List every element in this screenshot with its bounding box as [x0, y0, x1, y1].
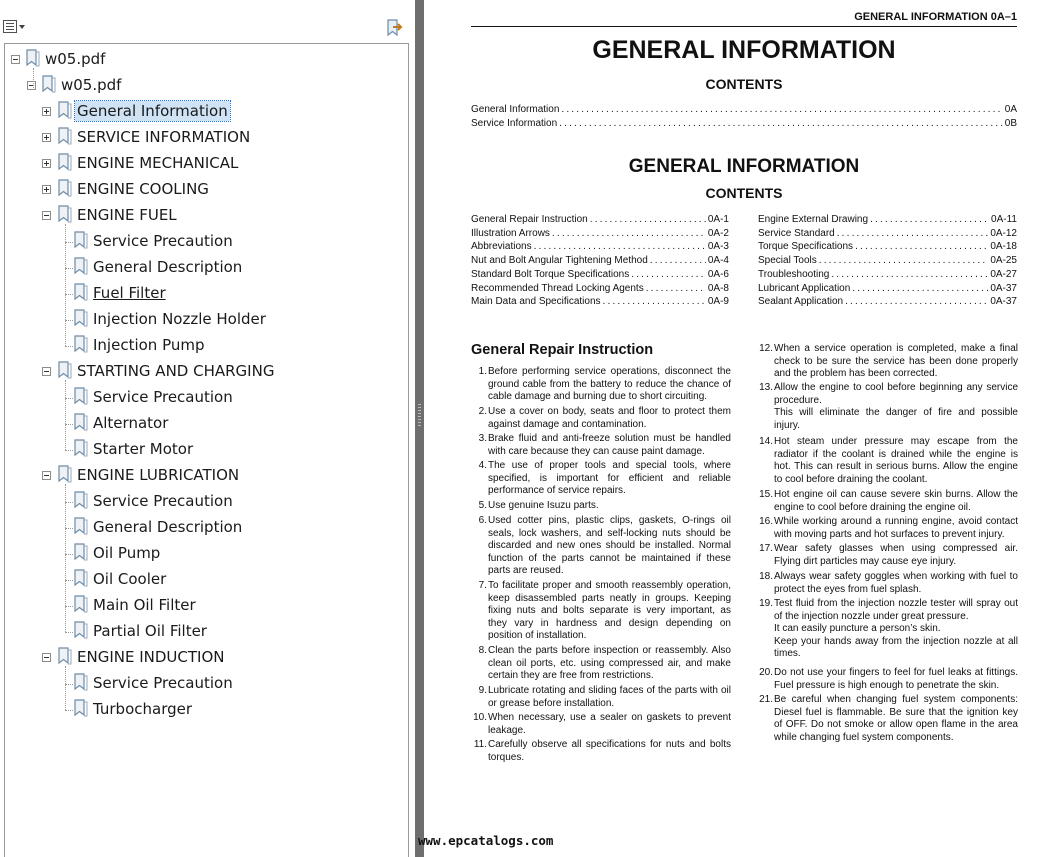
instruction-number: 17. — [759, 543, 773, 554]
toc-leader-dots — [870, 213, 989, 227]
toc-title: Troubleshooting — [758, 268, 830, 280]
tree-connector — [65, 632, 73, 633]
instruction-text: Wear safety glasses when using compressed air. Flying dirt particles may cause eye injury. — [774, 543, 1018, 567]
contents-heading: CONTENTS — [705, 76, 783, 92]
instruction-text: Be careful when changing fuel system components: Diesel fuel is flammable. Be sure that the ignition key of OFF. Do not smoke or allow open flame in the area while changing fuel system components. — [774, 694, 1018, 743]
bookmark-label[interactable]: Service Precaution — [93, 232, 233, 250]
instruction-number: 5. — [478, 500, 487, 511]
toc-entry[interactable] — [471, 103, 1017, 117]
tree-connector — [65, 528, 73, 529]
bookmark-icon — [58, 153, 72, 171]
tree-connector — [65, 346, 73, 347]
instruction-text: Always wear safety goggles when working with fuel to protect the eyes from fuel splash. — [774, 571, 1018, 595]
instruction-text: Brake fluid and anti-freeze solution must be handled with care because they can cause paint damage. — [488, 433, 731, 457]
toc-page-ref: 0A-9 — [707, 296, 729, 308]
toc-entry[interactable] — [471, 295, 729, 309]
toc-entry[interactable] — [471, 240, 729, 254]
running-header-text: GENERAL INFORMATION 0A–1 — [854, 11, 1017, 23]
watermark: www.epcatalogs.com — [418, 833, 554, 848]
instruction-number: 8. — [478, 645, 487, 656]
toc-entry[interactable] — [471, 213, 729, 227]
instruction-item — [759, 543, 1018, 570]
bookmark-icon — [58, 179, 72, 197]
bookmark-icon — [74, 439, 88, 457]
dropdown-arrow-icon — [19, 25, 25, 29]
bookmark-label[interactable]: Main Oil Filter — [93, 596, 196, 614]
instruction-item — [478, 580, 731, 645]
bookmark-options-button[interactable] — [3, 19, 27, 35]
toc-leader-dots — [855, 240, 988, 254]
toc-title: Torque Specifications — [758, 241, 854, 253]
toc-leader-dots — [837, 227, 989, 241]
instruction-number: 14. — [759, 436, 773, 447]
bookmark-label[interactable]: SERVICE INFORMATION — [77, 128, 251, 146]
toc-leader-dots — [559, 117, 1003, 131]
collapse-toggle-icon[interactable] — [42, 211, 51, 220]
toc-entry[interactable] — [758, 227, 1017, 241]
instruction-text: Use genuine Isuzu parts. — [488, 500, 599, 511]
bookmark-label[interactable]: Oil Cooler — [93, 570, 167, 588]
toc-title: General Repair Instruction — [471, 214, 588, 225]
toc-leader-dots — [852, 282, 988, 296]
toc-title: Service Information — [471, 118, 558, 129]
toc-entry[interactable] — [758, 295, 1017, 309]
toc-leader-dots — [552, 227, 706, 241]
bookmark-icon — [74, 257, 88, 275]
running-header — [471, 10, 1017, 27]
toc-entry[interactable] — [758, 254, 1017, 268]
instruction-number: 11. — [473, 739, 487, 750]
toc-entry[interactable] — [471, 254, 729, 268]
instruction-item — [473, 739, 731, 766]
bookmark-icon — [74, 387, 88, 405]
instruction-item — [759, 694, 1018, 746]
bookmark-row[interactable] — [5, 48, 405, 72]
instruction-number: 6. — [478, 515, 487, 526]
main-title: GENERAL INFORMATION — [592, 36, 896, 64]
expand-toggle-icon[interactable] — [42, 133, 51, 142]
bookmark-icon — [74, 595, 88, 613]
tree-connector — [65, 320, 73, 321]
instruction-number: 19. — [759, 598, 773, 609]
bookmark-icon — [58, 205, 72, 223]
bookmark-icon — [58, 647, 72, 665]
expand-current-bookmark-icon — [384, 18, 404, 38]
toc-page-ref: 0A-2 — [707, 227, 729, 239]
instruction-number: 12. — [759, 343, 773, 354]
section-contents-heading: CONTENTS — [705, 185, 783, 201]
bookmark-icon — [74, 673, 88, 691]
tree-guide-line — [65, 224, 66, 346]
toc-title: Lubricant Application — [758, 282, 851, 294]
toc-entry[interactable] — [471, 268, 729, 282]
toc-title: Special Tools — [758, 255, 817, 267]
toc-page-ref: 0A-1 — [707, 214, 729, 225]
tree-connector — [65, 710, 73, 711]
tree-connector — [65, 424, 73, 425]
tree-connector — [65, 684, 73, 685]
tree-guide-line — [65, 484, 66, 632]
bookmark-icon — [26, 49, 40, 67]
instruction-number: 18. — [759, 571, 773, 582]
instruction-item — [478, 515, 731, 580]
instruction-item — [473, 712, 731, 739]
tree-guide-line — [65, 380, 66, 450]
bookmark-label[interactable]: Starter Motor — [93, 440, 194, 458]
toc-title: Service Standard — [758, 227, 835, 239]
instruction-number: 2. — [478, 406, 487, 417]
instruction-item — [759, 667, 1018, 694]
toc-leader-dots — [561, 103, 1002, 117]
instruction-text: Hot steam under pressure may escape from the radiator if the coolant is drained while the engine is hot. This can result in serious burns. Allow the engine to cool before draining the coolant. — [774, 436, 1018, 485]
toc-leader-dots — [631, 268, 706, 282]
bookmarks-toolbar — [0, 0, 415, 40]
bookmarks-panel — [0, 0, 415, 857]
instruction-text: Allow the engine to cool before beginning any service procedure. — [774, 382, 1018, 406]
bookmark-label[interactable]: General Description — [93, 518, 243, 536]
bookmark-label[interactable]: ENGINE INDUCTION — [77, 648, 225, 666]
tree-connector — [65, 502, 73, 503]
bookmark-icon — [42, 75, 56, 93]
bookmark-label[interactable]: Service Precaution — [93, 674, 233, 692]
instruction-item — [478, 645, 731, 685]
toc-leader-dots — [831, 268, 988, 282]
expand-current-bookmark-button[interactable] — [384, 18, 404, 38]
bookmark-row[interactable] — [5, 126, 405, 150]
bookmark-icon — [74, 621, 88, 639]
toc-leader-dots — [534, 240, 706, 254]
expand-toggle-icon[interactable] — [42, 159, 51, 168]
bookmark-icon — [74, 335, 88, 353]
instruction-item — [478, 366, 731, 406]
toc-page-ref: 0A-37 — [990, 282, 1017, 294]
toc-title: Abbreviations — [471, 241, 532, 253]
instruction-item — [478, 685, 731, 712]
bookmark-label[interactable]: Service Precaution — [93, 388, 233, 406]
instruction-item — [759, 571, 1018, 598]
bookmark-label[interactable]: Service Precaution — [93, 492, 233, 510]
instruction-item — [478, 500, 731, 515]
bookmark-label[interactable]: w05.pdf — [61, 76, 122, 94]
toc-entry[interactable] — [758, 240, 1017, 254]
instruction-item — [759, 343, 1018, 382]
toc-page-ref: 0A-12 — [990, 227, 1017, 239]
tree-connector — [65, 294, 73, 295]
bookmark-label[interactable]: ENGINE FUEL — [77, 206, 177, 224]
bookmark-label[interactable]: General Information — [77, 102, 228, 120]
toc-title: Sealant Application — [758, 296, 844, 308]
toc-leader-dots — [603, 295, 706, 309]
bookmark-label[interactable]: STARTING AND CHARGING — [77, 362, 275, 380]
toc-leader-dots — [590, 213, 706, 227]
bookmark-icon — [74, 231, 88, 249]
instruction-text: Do not use your fingers to feel for fuel leaks at fittings. Fuel pressure is high enough to penetrate the skin. — [774, 667, 1018, 691]
instruction-text: Clean the parts before inspection or reassembly. Also clean oil ports, etc. using compressed air, and make certain they are free from restrictions. — [488, 645, 731, 681]
bookmark-label[interactable]: ENGINE LUBRICATION — [77, 466, 240, 484]
instruction-number: 9. — [478, 685, 487, 696]
instruction-item — [759, 598, 1018, 667]
tree-connector — [65, 554, 73, 555]
bookmark-label[interactable]: Fuel Filter — [93, 284, 166, 302]
bookmark-label[interactable]: Oil Pump — [93, 544, 161, 562]
instruction-text: Lubricate rotating and sliding faces of the parts with oil or grease before installation. — [488, 685, 731, 709]
instruction-item — [759, 436, 1018, 489]
bookmark-icon — [74, 413, 88, 431]
bookmark-label[interactable]: General Description — [93, 258, 243, 276]
bookmark-label[interactable]: Alternator — [93, 414, 169, 432]
bookmark-label[interactable]: w05.pdf — [45, 50, 106, 68]
collapse-toggle-icon[interactable] — [42, 367, 51, 376]
toc-title: Recommended Thread Locking Agents — [471, 282, 644, 294]
instruction-text: Test fluid from the injection nozzle tester will spray out of the injection nozzle under great pressure. — [774, 598, 1018, 622]
tree-connector — [65, 606, 73, 607]
instruction-item — [478, 433, 731, 460]
toc-entry[interactable] — [471, 227, 729, 241]
instruction-text: Carefully observe all specifications for nuts and bolts torques. — [488, 739, 731, 763]
toc-title: Nut and Bolt Angular Tightening Method — [471, 255, 648, 267]
toc-entry[interactable] — [471, 282, 729, 296]
bookmark-label[interactable]: Turbocharger — [93, 700, 193, 718]
section-title: GENERAL INFORMATION — [628, 156, 860, 177]
toc-leader-dots — [650, 254, 706, 268]
toc-entry[interactable] — [758, 268, 1017, 282]
instruction-item — [759, 489, 1018, 516]
toc-leader-dots — [819, 254, 989, 268]
toc-title: Engine External Drawing — [758, 214, 869, 225]
bookmark-icon — [58, 361, 72, 379]
bookmark-icon — [74, 309, 88, 327]
bookmark-row[interactable] — [5, 152, 405, 176]
tree-connector — [65, 398, 73, 399]
bookmark-icon — [74, 491, 88, 509]
toc-page-ref: 0B — [1004, 118, 1017, 129]
toc-page-ref: 0A-8 — [707, 282, 729, 294]
instruction-number: 3. — [478, 433, 487, 444]
toc-title: Illustration Arrows — [471, 227, 550, 239]
bookmark-label[interactable]: Partial Oil Filter — [93, 622, 207, 640]
bookmark-label[interactable]: ENGINE COOLING — [77, 180, 209, 198]
toc-page-ref: 0A-18 — [990, 241, 1017, 253]
tree-connector — [65, 450, 73, 451]
toc-title: Main Data and Specifications — [471, 296, 601, 308]
toc-entry[interactable] — [758, 213, 1017, 227]
instruction-number: 21. — [759, 694, 773, 705]
bookmark-row[interactable] — [5, 74, 405, 98]
instruction-text: Used cotter pins, plastic clips, gaskets, O-rings oil seals, lock washers, and self-locking nuts should be discarded and new ones should be installed. Normal function of the parts cannot be maintained if these parts are reused. — [488, 515, 731, 576]
tree-guide-line — [65, 666, 66, 710]
bookmark-icon — [58, 101, 72, 119]
instruction-text: This will eliminate the danger of fire and possible injury. — [774, 407, 1018, 431]
instruction-text: While working around a running engine, avoid contact with moving parts and hot surfaces to prevent injury. — [774, 516, 1018, 540]
instruction-number: 4. — [478, 460, 487, 471]
instruction-number: 13. — [759, 382, 773, 393]
toc-page-ref: 0A-11 — [991, 214, 1017, 225]
toc-leader-dots — [845, 295, 988, 309]
toc-page-ref: 0A-25 — [990, 255, 1017, 267]
instruction-text: When necessary, use a sealer on gaskets to prevent leakage. — [488, 712, 731, 736]
toc-entry[interactable] — [758, 282, 1017, 296]
instructions-heading: General Repair Instruction — [471, 342, 654, 358]
bookmark-icon — [74, 699, 88, 717]
document-page — [424, 0, 1055, 857]
tree-connector — [65, 580, 73, 581]
instruction-text: Hot engine oil can cause severe skin burns. Allow the engine to cool before draining the engine oil. — [774, 489, 1018, 513]
instruction-item — [478, 406, 731, 433]
bookmark-icon — [58, 127, 72, 145]
toc-page-ref: 0A-6 — [707, 268, 729, 280]
instruction-number: 7. — [478, 580, 487, 591]
list-options-icon — [3, 20, 17, 33]
splitter-grip[interactable] — [418, 404, 421, 426]
tree-connector — [65, 242, 73, 243]
instruction-text: Keep your hands away from the injection nozzle at all times. — [774, 635, 1018, 659]
collapse-toggle-icon[interactable] — [42, 471, 51, 480]
panel-splitter[interactable] — [415, 0, 424, 857]
instruction-text: The use of proper tools and special tools, where specified, is important for efficient and reliable performance of service repairs. — [488, 460, 731, 496]
collapse-toggle-icon[interactable] — [42, 653, 51, 662]
instruction-text: Use a cover on body, seats and floor to protect them against damage and contamination. — [488, 406, 731, 430]
toc-page-ref: 0A — [1004, 104, 1017, 115]
expand-toggle-icon[interactable] — [42, 107, 51, 116]
toc-title: Standard Bolt Torque Specifications — [471, 268, 630, 280]
toc-entry[interactable] — [471, 117, 1017, 131]
toc-page-ref: 0A-3 — [707, 241, 729, 253]
bookmark-icon — [74, 283, 88, 301]
toc-title: General Information — [471, 104, 560, 115]
instruction-number: 1. — [478, 366, 487, 377]
toc-page-ref: 0A-27 — [990, 268, 1017, 280]
instruction-text: Before performing service operations, disconnect the ground cable from the battery to reduce the chance of cable damage and burning due to short circuiting. — [488, 366, 731, 402]
toc-page-ref: 0A-4 — [707, 255, 729, 267]
collapse-toggle-icon[interactable] — [11, 55, 20, 64]
tree-guide-line — [33, 68, 34, 88]
instruction-item — [759, 382, 1018, 436]
instruction-text: It can easily puncture a person’s skin. — [774, 623, 941, 634]
bookmark-icon — [58, 465, 72, 483]
bookmark-row[interactable] — [5, 178, 405, 202]
toc-leader-dots — [646, 282, 706, 296]
tree-connector — [65, 268, 73, 269]
instruction-item — [478, 460, 731, 500]
collapse-toggle-icon[interactable] — [27, 81, 36, 90]
expand-toggle-icon[interactable] — [42, 185, 51, 194]
bookmark-icon — [74, 569, 88, 587]
bookmark-row[interactable] — [5, 100, 405, 124]
bookmark-icon — [74, 543, 88, 561]
instruction-item — [759, 516, 1018, 543]
bookmark-label[interactable]: Injection Pump — [93, 336, 205, 354]
bookmark-label[interactable]: ENGINE MECHANICAL — [77, 154, 239, 172]
bookmark-label[interactable]: Injection Nozzle Holder — [93, 310, 266, 328]
bookmarks-tree — [4, 43, 409, 857]
instruction-number: 10. — [473, 712, 487, 723]
instruction-text: To facilitate proper and smooth reassembly operation, keep disassembled parts neatly in groups. Keeping fixing nuts and bolts separate is very important, as they vary in hardness and design depending on position of installation. — [488, 580, 731, 641]
instruction-text: When a service operation is completed, make a final check to be sure the service has been done properly and the problem has been corrected. — [774, 343, 1018, 379]
instruction-number: 15. — [759, 489, 773, 500]
bookmark-icon — [74, 517, 88, 535]
instruction-number: 20. — [759, 667, 773, 678]
instruction-number: 16. — [759, 516, 773, 527]
toc-page-ref: 0A-37 — [990, 296, 1017, 308]
